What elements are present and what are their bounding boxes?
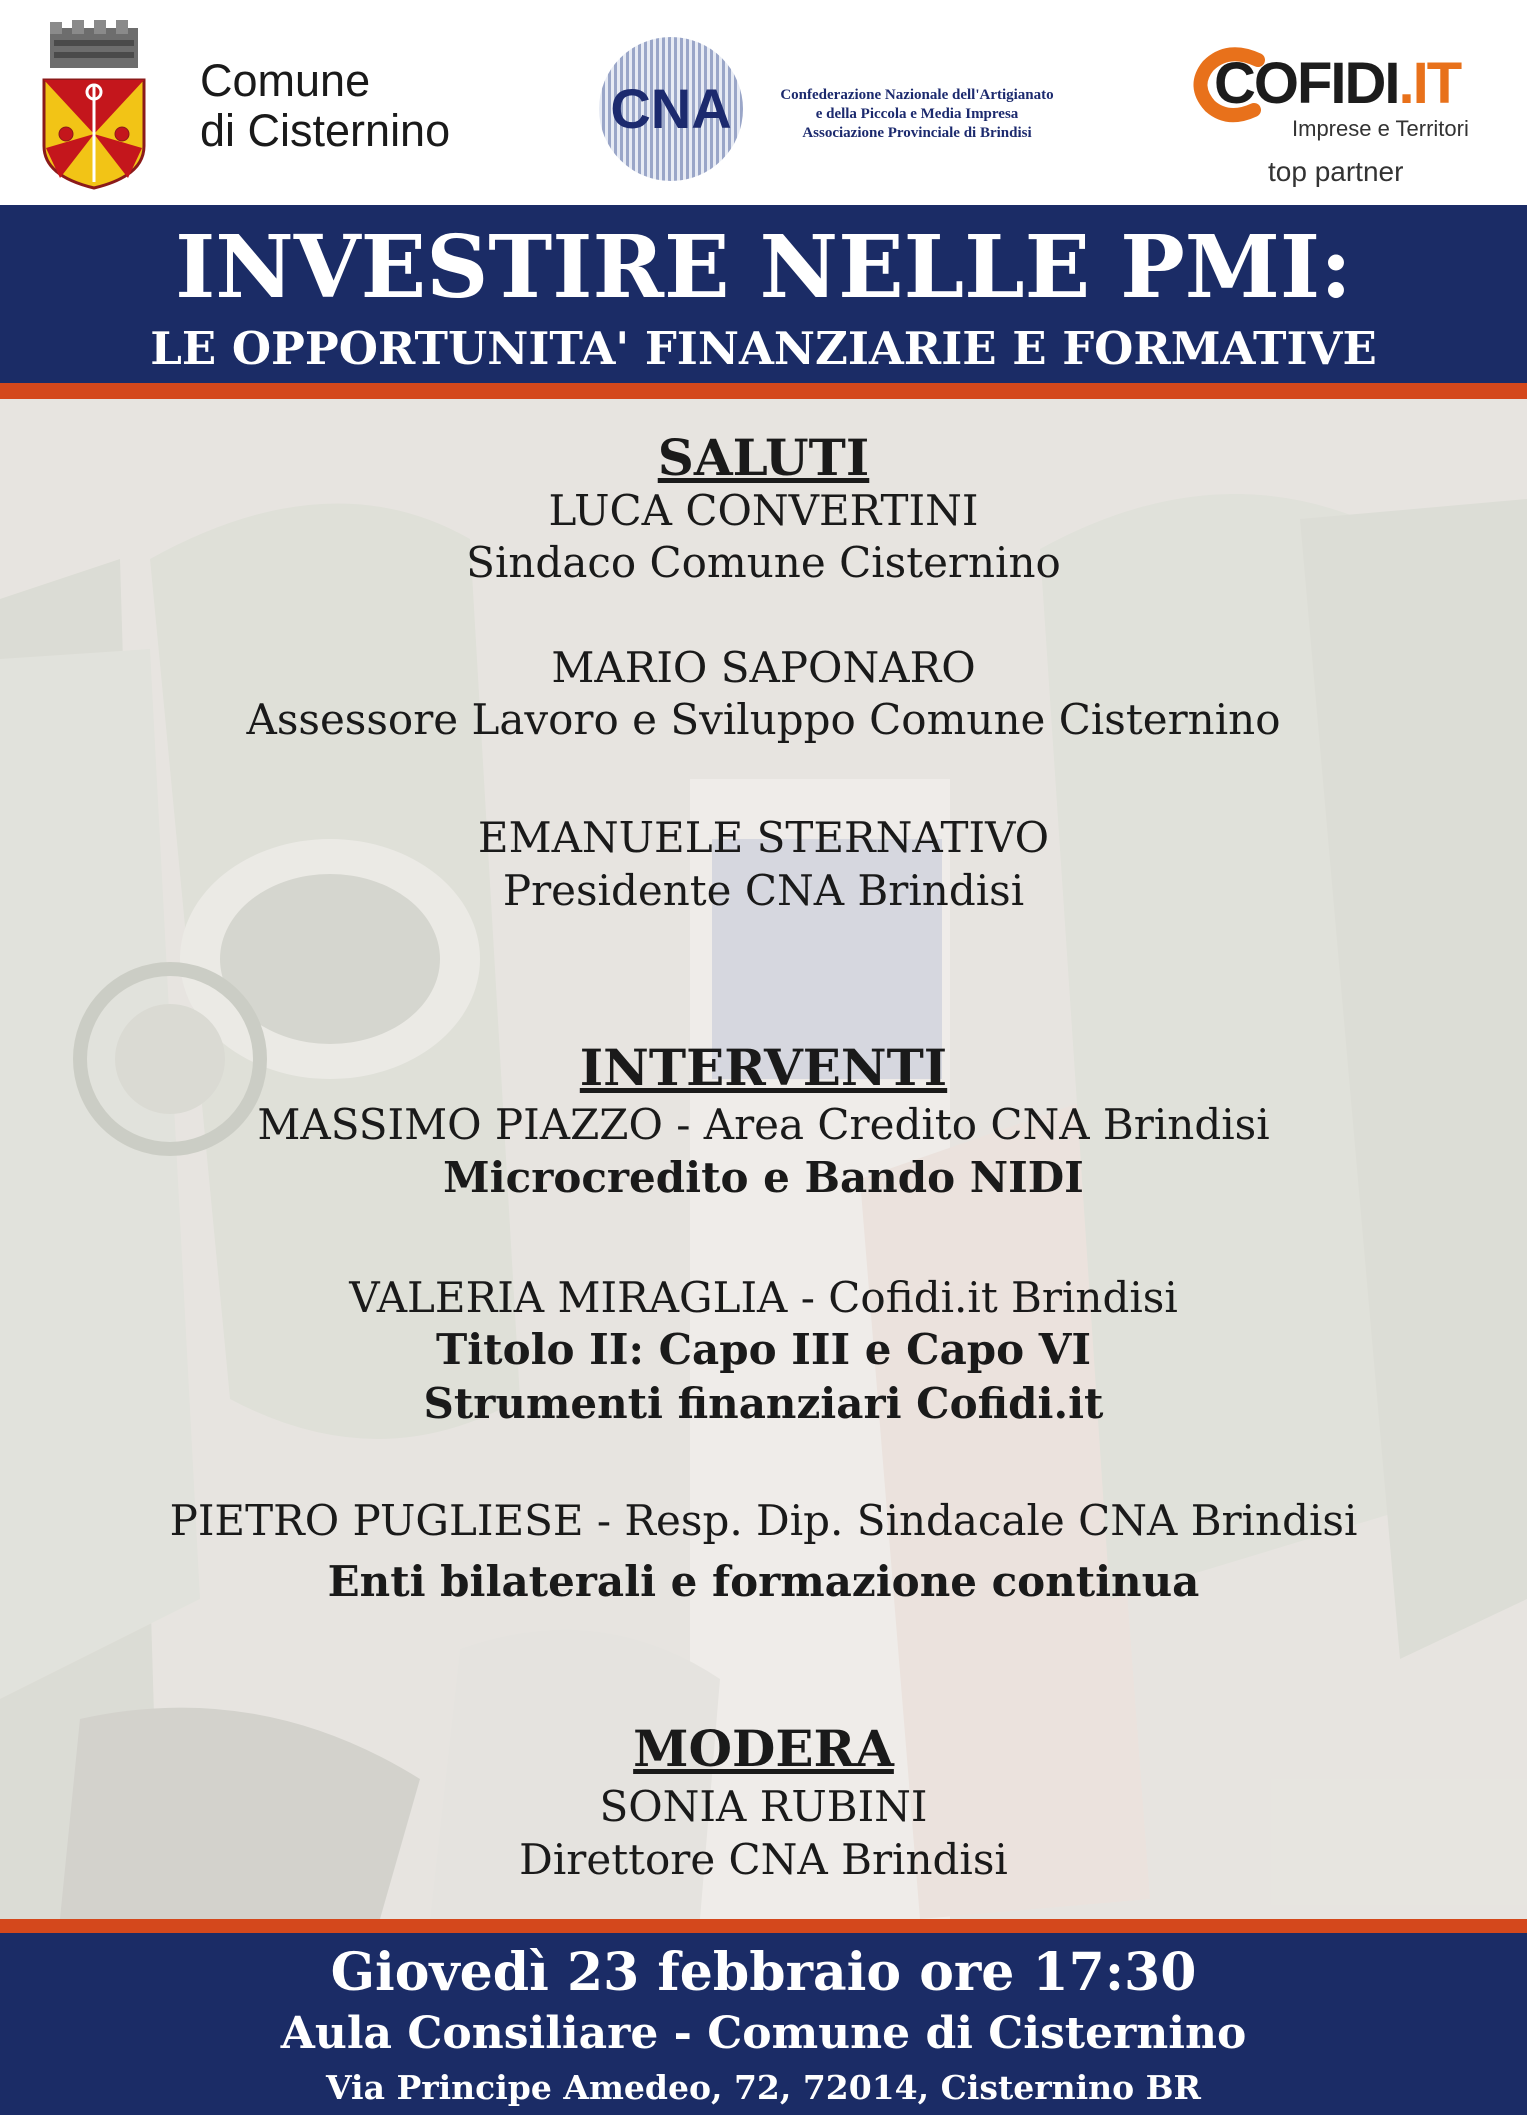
footer-accent-line [0, 1919, 1527, 1933]
logo-header [0, 0, 1527, 205]
cna-logo-icon [596, 34, 746, 184]
cofidi-logo [1188, 44, 1518, 194]
event-venue: Aula Consiliare - Comune di Cisternino [280, 2008, 1247, 2059]
saluti-speaker-1-name: LUCA CONVERTINI [548, 486, 979, 535]
intervento-2-topic-1: Titolo II: Capo III e Capo VI [435, 1325, 1092, 1374]
saluti-speaker-3-name: EMANUELE STERNATIVO [477, 813, 1050, 862]
intervento-2-speaker: VALERIA MIRAGLIA - Cofidi.it Brindisi [349, 1273, 1178, 1322]
cna-desc-line1: Confederazione Nazionale dell'Artigianato [780, 87, 1054, 103]
interventi-heading: INTERVENTI [579, 1038, 948, 1097]
saluti-speaker-2-role: Assessore Lavoro e Sviluppo Comune Cisternino [246, 695, 1281, 744]
cofidi-name [1214, 50, 1460, 117]
cna-desc-line3: Associazione Provinciale di Brindisi [802, 125, 1032, 141]
event-address: Via Principe Amedeo, 72, 72014, Cisternino BR [326, 2068, 1201, 2107]
moderator-name: SONIA RUBINI [599, 1782, 928, 1831]
saluti-speaker-2-name: MARIO SAPONARO [551, 643, 976, 692]
intervento-1-topic: Microcredito e Bando NIDI [443, 1153, 1084, 1202]
event-title: INVESTIRE NELLE PMI: [175, 217, 1352, 318]
comune-line2: di Cisternino [200, 105, 451, 156]
comune-line1: Comune [200, 55, 371, 106]
event-date: Giovedì 23 febbraio ore 17:30 [330, 1942, 1197, 2003]
saluti-speaker-3-role: Presidente CNA Brindisi [502, 866, 1025, 915]
modera-heading: MODERA [633, 1719, 894, 1778]
moderator-role: Direttore CNA Brindisi [519, 1835, 1008, 1884]
saluti-speaker-1-role: Sindaco Comune Cisternino [466, 538, 1061, 587]
intervento-2-topic-2: Strumenti finanziari Cofidi.it [423, 1379, 1104, 1428]
intervento-1-speaker: MASSIMO PIAZZO - Area Credito CNA Brindisi [257, 1100, 1270, 1149]
comune-label [200, 56, 450, 156]
cofidi-tld: .IT [1398, 51, 1461, 116]
cofidi-name-text: COFIDI [1214, 51, 1399, 116]
comune-crest-icon [40, 18, 148, 190]
cofidi-subtitle: Imprese e Territori [1292, 116, 1469, 141]
title-accent-line [0, 383, 1527, 399]
event-subtitle: LE OPPORTUNITA' FINANZIARIE E FORMATIVE [150, 322, 1377, 375]
intervento-3-topic: Enti bilaterali e formazione continua [327, 1557, 1200, 1606]
saluti-heading: SALUTI [657, 428, 870, 487]
intervento-3-speaker: PIETRO PUGLIESE - Resp. Dip. Sindacale CNA Brindisi [169, 1496, 1358, 1545]
cna-desc-line2: e della Piccola e Media Impresa [815, 106, 1019, 122]
cna-description [752, 86, 1082, 143]
cna-logo-text: CNA [610, 77, 732, 140]
cofidi-partner: top partner [1268, 156, 1404, 187]
